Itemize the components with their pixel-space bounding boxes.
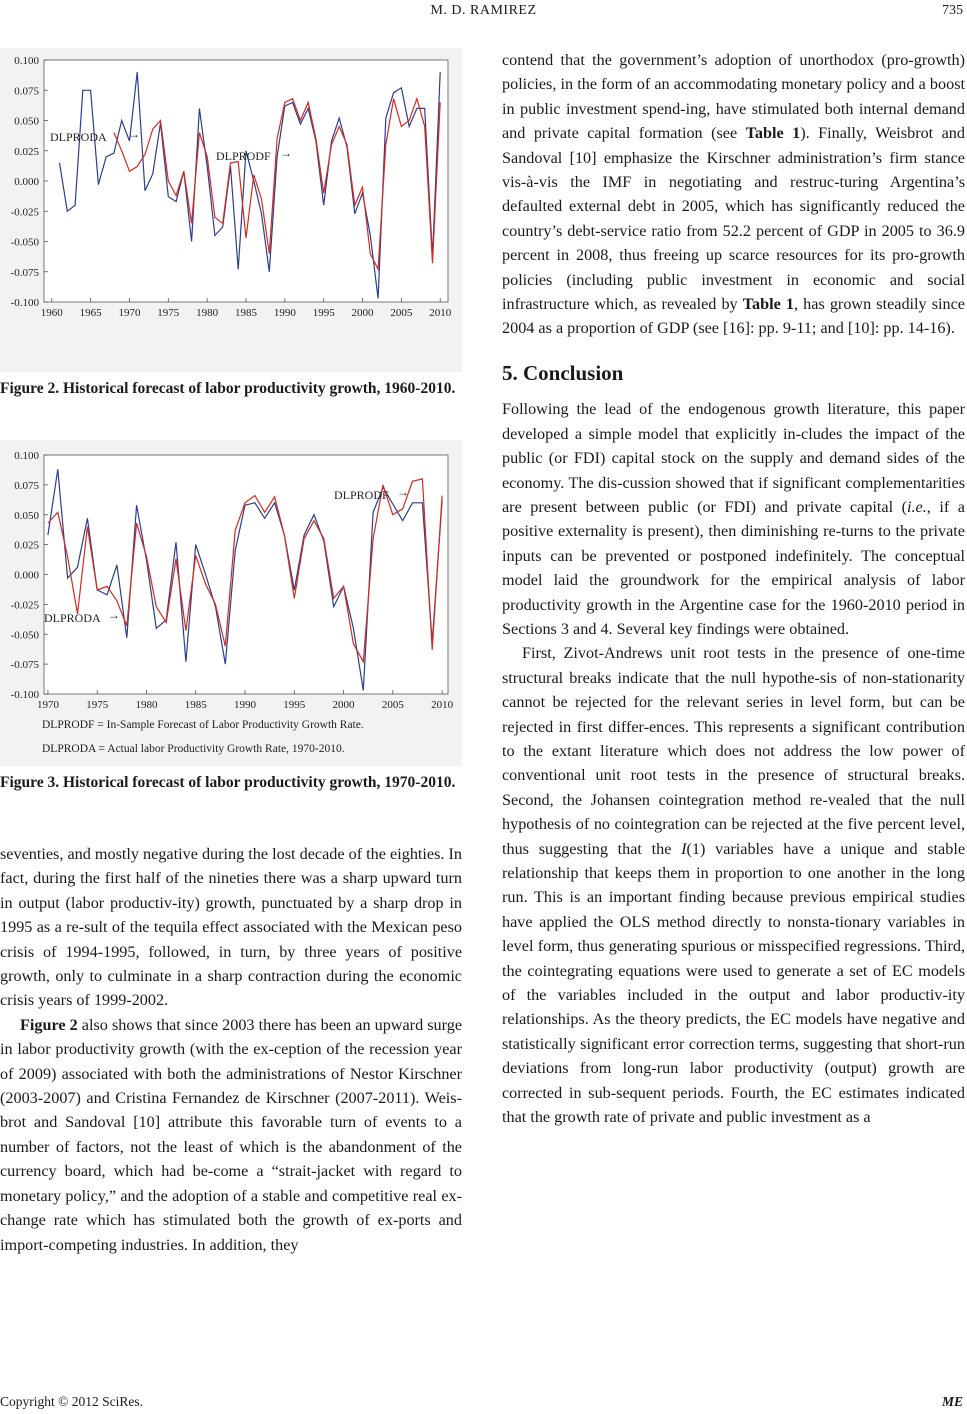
figure-3-x-tick-label: 1970 bbox=[36, 699, 59, 711]
right-paragraph-3 bbox=[502, 641, 965, 1129]
running-head bbox=[0, 0, 967, 22]
right-paragraph-1 bbox=[502, 48, 965, 341]
figure-2-x-tick-label: 1965 bbox=[79, 307, 102, 319]
figure-3-x-tick-label: 2005 bbox=[381, 699, 404, 711]
figure-2-x-tick-label: 2010 bbox=[429, 307, 452, 319]
figure-3-x-tick-label: 1980 bbox=[135, 699, 158, 711]
figure-2-caption: Figure 2. Historical forecast of labor productivity growth, 1960-2010. bbox=[0, 380, 456, 397]
figure-2-x-tick-label: 2000 bbox=[351, 307, 374, 319]
figure-3-caption: Figure 3. Historical forecast of labor productivity growth, 1970-2010. bbox=[0, 774, 456, 791]
figure-2-y-tick-label: -0.025 bbox=[10, 206, 39, 219]
right-paragraph-1-a: contend that the government’s adoption of unorthodox (pro-growth) policies, in the form of an accommodating monetary policy and a boost in public investment spend-ing, have stimulated both internal demand and private capital formation (see bbox=[502, 51, 965, 143]
figure-3-chart bbox=[0, 440, 462, 766]
section-title-conclusion: 5. Conclusion bbox=[502, 360, 624, 385]
figure-3-y-tick-label: -0.100 bbox=[10, 689, 39, 701]
figure-3-arrow-dlprodf: → bbox=[397, 485, 409, 499]
right-column bbox=[502, 48, 965, 1129]
right-paragraph-3-b: (1) variables have a unique and stable relationship that keeps them in proportion to one another in the long run. This is an important finding because previous empirical studies have applied the OLS method directly to nonsta-tionary variables in level form, thus generating spurious or misspecified regressions. Third, the cointegrating equations were used to generate a set of EC models of the variables included in the output and labor productiv-ity relationships. As the theory predicts, the EC models have negative and statistically significant error correction terms, suggesting that short-run deviations from long-run labor productivity (output) growth are corrected in sub-sequent periods. Fourth, the EC estimates indicated that the growth rate of private and public investment as a bbox=[502, 839, 966, 1127]
figure-2-x-tick-label: 1960 bbox=[40, 307, 63, 319]
journal-abbrev: ME bbox=[941, 1394, 963, 1409]
figure-3-y-tick-label: 0.050 bbox=[14, 509, 39, 522]
left-column-body bbox=[0, 842, 462, 1257]
figure-3-x-tick-label: 1995 bbox=[283, 699, 306, 711]
left-paragraph-2 bbox=[0, 1013, 462, 1257]
figure-3-x-tick-label: 1985 bbox=[184, 699, 207, 711]
right-paragraph-2-b: , if a positive externality is present), then diminishing re-turns to the private inputs can be prevented or postponed indefinitely. The conceptual model laid the groundwork for the empirical analysis of labor productivity growth in the Argentine case for the 1960-2010 period in Sections 3 and 4. Several key findings were obtained. bbox=[502, 497, 965, 638]
figure-2-plot-area bbox=[44, 60, 448, 302]
figure-2-chart bbox=[0, 48, 462, 372]
figure-2-y-tick-label: -0.100 bbox=[10, 297, 39, 309]
i-italic: I bbox=[681, 839, 687, 858]
figure-3-y-tick-label: 0.075 bbox=[14, 479, 39, 492]
figure-2-x-tick-label: 1980 bbox=[196, 307, 219, 319]
figure-3-label-dlproda: DLPRODA bbox=[44, 611, 101, 625]
figure-2-x-tick-label: 1995 bbox=[312, 307, 335, 319]
page-number: 735 bbox=[942, 3, 963, 18]
figure-2-y-tick-label: -0.050 bbox=[10, 236, 39, 249]
figure-2-x-tick-label: 1990 bbox=[273, 307, 296, 319]
figure-3-label-dlprodf: DLPRODF bbox=[334, 488, 389, 502]
figure-2 bbox=[0, 48, 462, 372]
right-paragraph-2 bbox=[502, 397, 965, 641]
ie-italic: i.e. bbox=[907, 497, 927, 516]
figure-2-y-tick-label: 0.050 bbox=[14, 115, 39, 128]
figure-3-x-tick-label: 1975 bbox=[86, 699, 109, 711]
figure-2-x-tick-label: 1985 bbox=[235, 307, 257, 319]
right-paragraph-2-a: Following the lead of the endogenous growth literature, this paper developed a simple model that explicitly in-cludes the impact of the public (or FDI) capital stock on the supply and demand sides of the economy. The dis-cussion showed that if significant complementarities are present between public (or FDI) and private capital ( bbox=[502, 400, 965, 516]
figure-2-y-tick-label: -0.075 bbox=[10, 266, 39, 279]
figure-2-arrow-dlproda: → bbox=[128, 127, 140, 141]
figure-3-x-tick-label: 2000 bbox=[332, 699, 355, 711]
figure-2-y-tick-label: 0.100 bbox=[14, 55, 39, 67]
right-paragraph-3-a: First, Zivot-Andrews unit root tests in the presence of one-time structural breaks indicate that the null hypothe-sis of non-stationarity cannot be rejected for the relevant series in level form, but can be rejected in first differ-ences. This represents a significant contribution to the extant literature which does not address the low power of conventional unit root tests in the presence of structural breaks. Second, the Johansen cointegration method re-vealed that the null hypothesis of no cointegration can be rejected at the five percent level, thus suggesting that the bbox=[502, 644, 965, 858]
table-1-reference-2[interactable]: Table 1 bbox=[742, 295, 795, 314]
figure-2-arrow-dlprodf: → bbox=[280, 146, 292, 160]
left-paragraph-2-text: also shows that since 2003 there has been an upward surge in labor productivity growth (with the ex-ception of the recession year of 2009) associated with both the administrations of Nestor Kirschner (2003-2007) and Cristina Fernandez de Kirschner (2007-2011). Weis-brot and Sandoval [10] attribute this favorable turn of events to a number of factors, not the least of which is the abandonment of the currency board, which had be-come a “strait-jacket with regard to monetary policy,” and the adoption of a stable and competitive real ex-change rate which has stimulated both the growth of ex-ports and import-competing industries. In addition, they bbox=[0, 1015, 463, 1254]
figure-3-y-tick-label: -0.075 bbox=[10, 659, 39, 672]
figure-2-y-tick-label: 0.000 bbox=[14, 176, 39, 188]
figure-3-y-tick-label: 0.100 bbox=[14, 450, 39, 462]
figure-2-x-tick-label: 1975 bbox=[157, 307, 180, 319]
figure-3-legend-0: DLPRODF = In-Sample Forecast of Labor Productivity Growth Rate. bbox=[42, 719, 364, 731]
figure-2-y-tick-label: 0.075 bbox=[14, 85, 39, 98]
figure-3-y-tick-label: -0.050 bbox=[10, 629, 39, 642]
figure-2-x-tick-label: 2005 bbox=[390, 307, 413, 319]
figure-2-reference[interactable]: Figure 2 bbox=[20, 1015, 78, 1034]
figure-3-arrow-dlproda: → bbox=[108, 608, 120, 622]
figure-3-y-tick-label: -0.025 bbox=[10, 599, 39, 612]
author-name: M. D. RAMIREZ bbox=[430, 3, 537, 18]
figure-2-y-tick-label: 0.025 bbox=[14, 145, 39, 158]
figure-2-label-dlprodf: DLPRODF bbox=[216, 149, 271, 163]
figure-3-y-tick-label: 0.025 bbox=[14, 539, 39, 552]
copyright-notice: Copyright © 2012 SciRes. bbox=[0, 1394, 144, 1409]
figure-3-legend-1: DLPRODA = Actual labor Productivity Growth Rate, 1970-2010. bbox=[42, 743, 345, 755]
left-paragraph-1: seventies, and mostly negative during the lost decade of the eighties. In fact, during the first half of the nineties there was a sharp upward turn in output (labor productiv-ity) growth, punctuated by a sharp drop in 1995 as a re-sult of the tequila effect associated with the Mexican peso crisis of 1994-1995, followed, in turn, by three years of positive growth, only to culminate in a sharp contraction during the economic crisis years of 1999-2002. bbox=[0, 845, 462, 1010]
figure-2-label-dlproda: DLPRODA bbox=[50, 130, 107, 144]
table-1-reference[interactable]: Table 1 bbox=[745, 124, 801, 143]
right-paragraph-1-c: , has grown steadily since 2004 as a proportion of GDP (see [16]: pp. 9-11; and [10]: pp. 14-16). bbox=[502, 295, 965, 338]
figure-2-x-tick-label: 1970 bbox=[118, 307, 141, 319]
figure-3 bbox=[0, 440, 462, 766]
figure-3-x-tick-label: 2010 bbox=[431, 699, 454, 711]
figure-3-y-tick-label: 0.000 bbox=[14, 569, 39, 582]
figure-3-x-tick-label: 1990 bbox=[234, 699, 257, 711]
right-paragraph-1-b: ). Finally, Weisbrot and Sandoval [10] emphasize the Kirschner administration’s firm stance vis-à-vis the IMF in negotiating and restruc-turing Argentina’s defaulted external debt in 2005, which has significantly reduced the country’s debt-service ratio from 52.2 percent of GDP in 2005 to 36.9 percent in 2008, thus freeing up scarce resources for its pro-growth policies (including public investment in economic and social infrastructure which, as revealed by bbox=[502, 124, 965, 314]
